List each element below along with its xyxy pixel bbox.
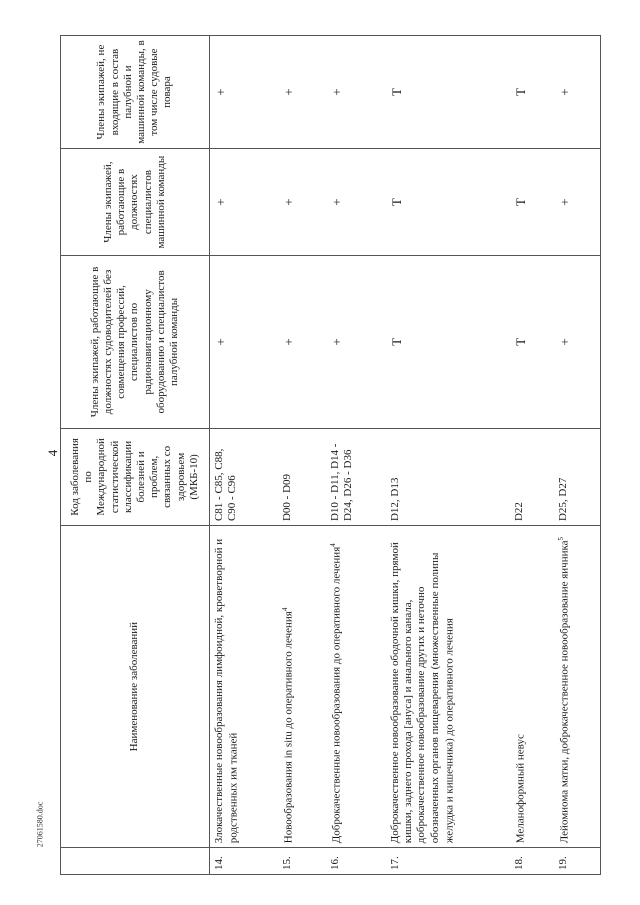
row-number: 19. bbox=[554, 848, 601, 875]
row-icd-code: D00 - D09 bbox=[278, 428, 326, 525]
row-number: 16. bbox=[326, 848, 386, 875]
row-disease-name: Доброкачественное новообразование ободочной кишки, прямой кишки, заднего прохода [ануса] и анального канала, доброкачественное новообразование других и неточно обозначенных органов пищеварения (множественные полипы желудка и кишечника) до оперативного лечения bbox=[386, 526, 510, 848]
row-disease-name: Злокачественные новообразования лимфоидной, кроветворной и родственных им тканей bbox=[210, 526, 279, 848]
row-mark-a: + bbox=[554, 256, 601, 429]
row-mark-c: + bbox=[554, 36, 601, 149]
table-row bbox=[386, 36, 510, 875]
row-mark-b: + bbox=[554, 149, 601, 256]
row-disease-name: Новообразования in situ до оперативного лечения$^4$ bbox=[278, 526, 326, 848]
row-mark-b: + bbox=[210, 149, 279, 256]
row-icd-code: D22 bbox=[510, 428, 554, 525]
header-group-a: Члены экипажей, работающие в должностях судоводителей без совмещения профессий, специалистов по радионавигационному оборудованию и специалистов палубной команды bbox=[61, 256, 210, 429]
disease-table-sheet bbox=[60, 35, 572, 875]
page-number: 4 bbox=[45, 449, 60, 457]
table-row bbox=[326, 36, 386, 875]
row-mark-c: + bbox=[326, 36, 386, 149]
row-mark-a: + bbox=[278, 256, 326, 429]
row-mark-a: Т bbox=[510, 256, 554, 429]
table-row bbox=[278, 36, 326, 875]
row-disease-name: Лейомиома матки, доброкачественное новообразование яичника$^5$ bbox=[554, 526, 601, 848]
document-filename: 27061580.doc bbox=[35, 801, 45, 848]
row-number: 14. bbox=[210, 848, 279, 875]
row-mark-b: Т bbox=[386, 149, 510, 256]
row-icd-code: D25, D27 bbox=[554, 428, 601, 525]
row-icd-code: D10 - D11, D14 - D24, D26 - D36 bbox=[326, 428, 386, 525]
row-icd-code: C81 - C85, C88, C90 - C96 bbox=[210, 428, 279, 525]
row-mark-a: + bbox=[210, 256, 279, 429]
row-mark-b: Т bbox=[510, 149, 554, 256]
row-mark-a: + bbox=[326, 256, 386, 429]
row-mark-c: Т bbox=[510, 36, 554, 149]
header-group-c: Члены экипажей, не входящие в состав палубной и машинной команды, в том числе судовые повара bbox=[61, 36, 210, 149]
row-number: 17. bbox=[386, 848, 510, 875]
row-mark-b: + bbox=[278, 149, 326, 256]
row-mark-a: Т bbox=[386, 256, 510, 429]
table-row bbox=[554, 36, 601, 875]
row-mark-c: + bbox=[210, 36, 279, 149]
row-disease-name: Меланоформный невус bbox=[510, 526, 554, 848]
header-num bbox=[61, 848, 210, 875]
table-row bbox=[210, 36, 279, 875]
header-name: Наименование заболеваний bbox=[61, 526, 210, 848]
row-mark-b: + bbox=[326, 149, 386, 256]
row-disease-name: Доброкачественные новообразования до оперативного лечения$^4$ bbox=[326, 526, 386, 848]
row-icd-code: D12, D13 bbox=[386, 428, 510, 525]
row-mark-c: Т bbox=[386, 36, 510, 149]
table-row bbox=[510, 36, 554, 875]
table-header-row bbox=[61, 36, 210, 875]
row-number: 15. bbox=[278, 848, 326, 875]
header-group-b: Члены экипажей, работающие в должностях специалистов машинной команды bbox=[61, 149, 210, 256]
row-number: 18. bbox=[510, 848, 554, 875]
header-code: Код заболевания по Международной статистической классификации болезней и проблем, связанных со здоровьем (МКБ-10) bbox=[61, 428, 210, 525]
row-mark-c: + bbox=[278, 36, 326, 149]
disease-table bbox=[60, 35, 601, 875]
